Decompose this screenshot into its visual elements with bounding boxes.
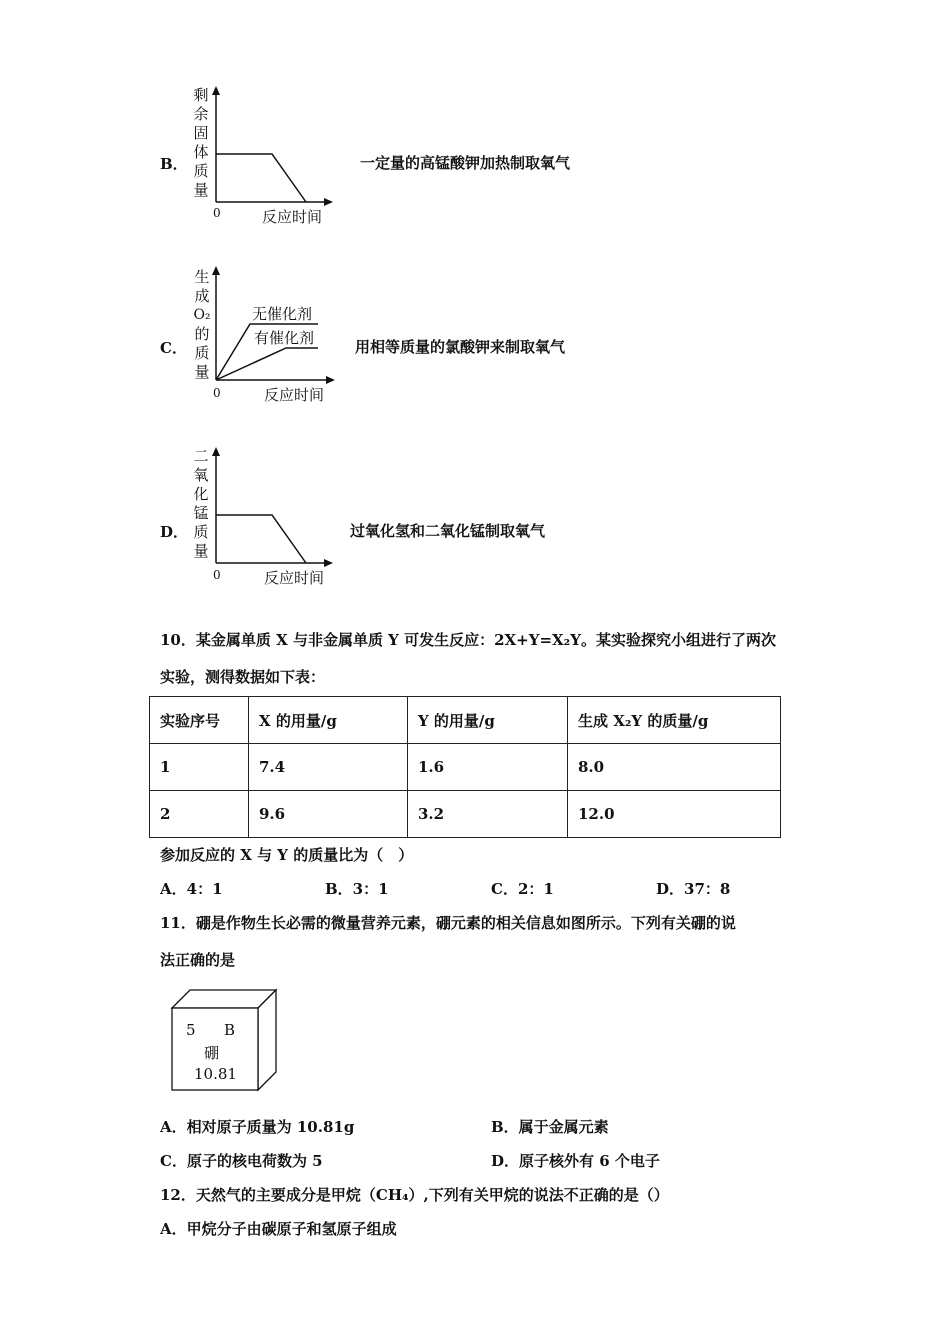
graph-b-x-label: 反应时间	[262, 208, 323, 226]
table-cell: 8.0	[568, 744, 781, 791]
table-row	[150, 744, 781, 791]
option-d-letter: D．	[160, 523, 189, 541]
table-row	[150, 791, 781, 838]
option-c-letter: C．	[160, 339, 187, 357]
q12-option-a: A．甲烷分子由碳原子和氢原子组成	[160, 1220, 397, 1238]
q12-stem: 12．天然气的主要成分是甲烷（CH₄）,下列有关甲烷的说法不正确的是（）	[160, 1186, 669, 1204]
table-header-cell: Y 的用量/g	[408, 697, 568, 744]
graph-b-zero: 0	[213, 206, 221, 220]
graph-c-curve-lower	[216, 348, 318, 380]
graph-d-axes	[188, 447, 338, 587]
table-header-row	[150, 697, 781, 744]
graph-d-zero: 0	[213, 568, 221, 582]
element-name: 硼	[204, 1044, 220, 1062]
q10-question: 参加反应的 X 与 Y 的质量比为（ ）	[160, 846, 414, 864]
table-cell: 7.4	[249, 744, 408, 791]
table-cell: 1.6	[408, 744, 568, 791]
graph-b-y-label: 剩余固体质量	[193, 86, 209, 199]
table-header-cell: X 的用量/g	[249, 697, 408, 744]
table-header-cell: 实验序号	[150, 697, 249, 744]
table-cell: 12.0	[568, 791, 781, 838]
graph-c-y-label: 生 成 O₂ 的 质 量	[193, 268, 211, 381]
q10-stem-line2: 实验，测得数据如下表：	[160, 668, 326, 686]
option-b-description: 一定量的高锰酸钾加热制取氧气	[360, 154, 571, 172]
q10-option-d: D．37：8	[656, 880, 731, 898]
graph-b-axes	[188, 86, 338, 226]
q10-option-a: A．4：1	[160, 880, 223, 898]
graph-c-zero: 0	[213, 386, 221, 400]
element-symbol: B	[224, 1021, 236, 1039]
table-cell: 2	[150, 791, 249, 838]
graph-d-y-label: 二氧化锰质量	[193, 447, 209, 560]
q11-stem-line1: 11．硼是作物生长必需的微量营养元素，硼元素的相关信息如图所示。下列有关硼的说	[160, 914, 736, 932]
option-b-letter: B．	[160, 155, 188, 173]
table-cell: 1	[150, 744, 249, 791]
graph-c-label-lower: 有催化剂	[254, 329, 315, 347]
q11-stem-line2: 法正确的是	[160, 951, 236, 969]
q10-option-b: B．3：1	[325, 880, 389, 898]
graph-d-curve	[216, 515, 306, 563]
q11-option-a: A．相对原子质量为 10.81g	[160, 1118, 355, 1136]
option-d-description: 过氧化氢和二氧化锰制取氧气	[350, 522, 546, 540]
table-header-cell: 生成 X₂Y 的质量/g	[568, 697, 781, 744]
graph-c-x-label: 反应时间	[264, 386, 325, 404]
table-cell: 3.2	[408, 791, 568, 838]
graph-d-x-label: 反应时间	[264, 569, 325, 587]
element-number: 5	[186, 1021, 196, 1039]
element-mass: 10.81	[194, 1065, 237, 1083]
q10-stem-line1: 10．某金属单质 X 与非金属单质 Y 可发生反应：2X+Y=X₂Y。某实验探究小组进行了两次	[160, 631, 776, 649]
option-c-description: 用相等质量的氯酸钾来制取氧气	[355, 338, 566, 356]
q11-option-c: C．原子的核电荷数为 5	[160, 1152, 323, 1170]
q11-option-d: D．原子核外有 6 个电子	[491, 1152, 660, 1170]
table-cell: 9.6	[249, 791, 408, 838]
graph-c-label-upper: 无催化剂	[252, 305, 313, 323]
graph-b-curve	[216, 154, 306, 202]
q10-option-c: C．2：1	[491, 880, 554, 898]
q11-option-b: B．属于金属元素	[491, 1118, 609, 1136]
q10-data-table	[149, 696, 781, 838]
